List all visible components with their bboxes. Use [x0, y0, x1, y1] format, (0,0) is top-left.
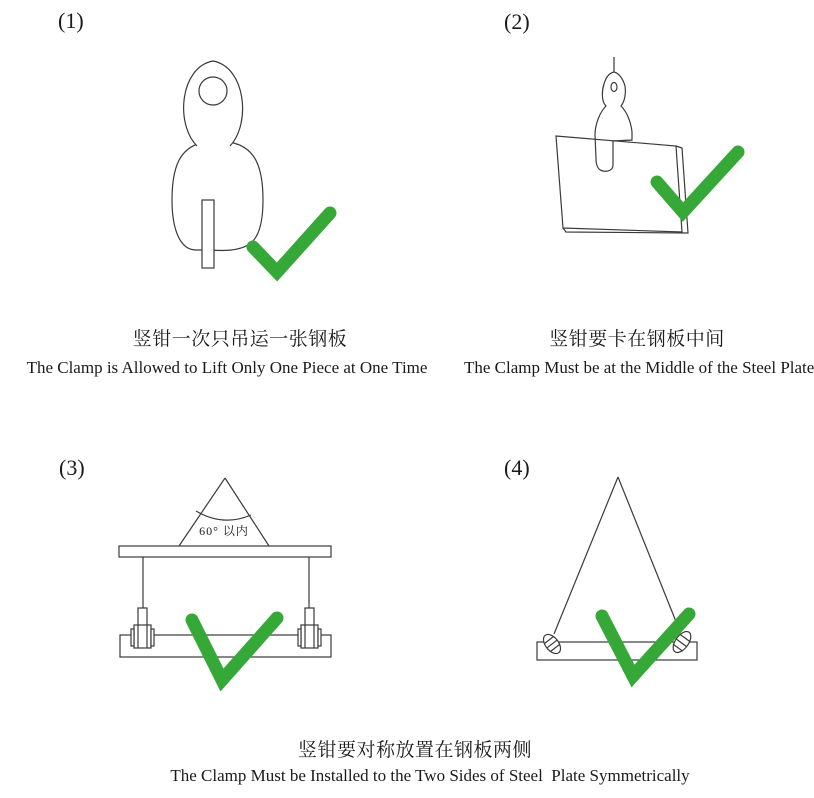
clamp-right	[298, 608, 321, 648]
steel-plate	[202, 200, 214, 268]
checkmark-icon	[253, 213, 330, 272]
panel-2-caption-zh: 竖钳要卡在钢板中间	[549, 329, 725, 350]
panel-1-number: (1)	[58, 8, 84, 33]
angle-arc	[196, 511, 251, 520]
eye-hole	[611, 83, 617, 92]
figure-sling-clamps-both-sides	[450, 440, 814, 720]
figure-spreader-beam-two-clamps	[30, 440, 410, 720]
panels-3-4-caption-zh: 竖钳要对称放置在钢板两侧	[297, 740, 532, 761]
figure-clamp-lifting-one-plate	[100, 50, 350, 300]
panel-2-number: (2)	[504, 9, 530, 34]
panel-3-number: (3)	[59, 455, 85, 480]
panel-2-caption-en: The Clamp Must be at the Middle of the Steel Plate	[464, 358, 814, 377]
panel-1-caption-zh: 竖钳一次只吊运一张钢板	[132, 329, 348, 350]
panels-3-4-caption-en: The Clamp Must be Installed to the Two Sides of Steel Plate Symmetrically	[170, 766, 690, 785]
checkmark-icon	[657, 152, 738, 212]
panel-1-caption-en: The Clamp is Allowed to Lift Only One Piece at One Time	[26, 358, 428, 377]
clamp-left	[131, 608, 154, 648]
panel-4-number: (4)	[504, 455, 530, 480]
figure-clamp-at-middle-of-plate	[480, 0, 814, 300]
sling-angle-label: 60° 以内	[199, 524, 249, 538]
spreader-beam	[119, 546, 331, 557]
eye-hole	[199, 77, 227, 105]
rope-left	[554, 477, 618, 634]
rope-right	[618, 477, 679, 629]
clamp-body	[172, 141, 263, 250]
